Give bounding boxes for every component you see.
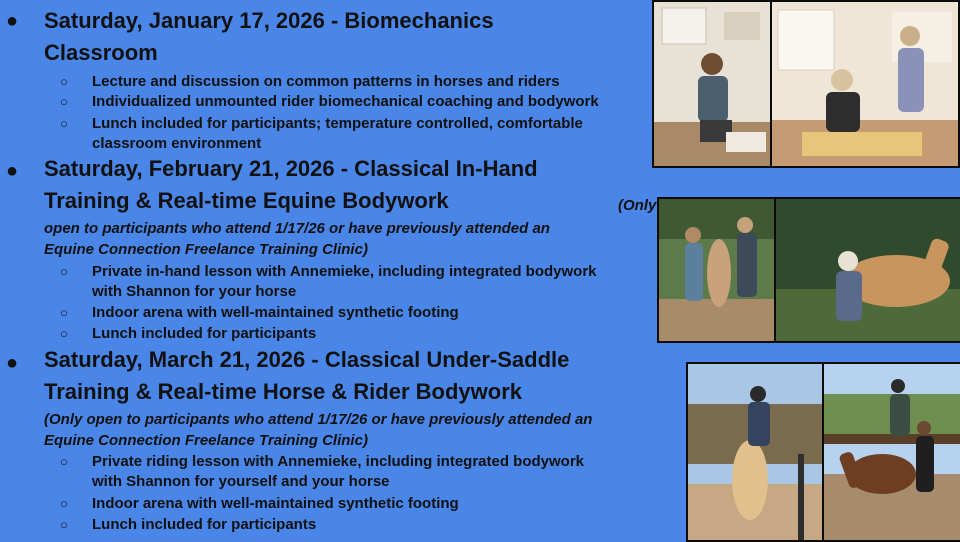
riding-photo-1	[686, 362, 824, 542]
eligibility-note-cont: Equine Connection Freelance Training Clinic)	[44, 241, 368, 258]
circle-bullet-icon: ○	[60, 496, 68, 511]
circle-bullet-icon: ○	[60, 326, 68, 341]
in-hand-photo-2	[774, 197, 960, 343]
in-hand-photo-1	[657, 197, 776, 343]
eligibility-note: (Only open to participants who attend 1/17/26 or have previously attended an	[44, 411, 593, 428]
circle-bullet-icon: ○	[60, 305, 68, 320]
circle-bullet-icon: ○	[60, 264, 68, 279]
bullet-icon: ●	[6, 10, 19, 32]
bullet-icon: ●	[6, 352, 19, 374]
circle-bullet-icon: ○	[60, 454, 68, 469]
circle-bullet-icon: ○	[60, 517, 68, 532]
eligibility-note-start: (Only	[618, 197, 657, 214]
section-heading: Saturday, March 21, 2026 - Classical Under-Saddle	[44, 347, 570, 372]
section-heading-cont: Classroom	[44, 40, 158, 65]
section-heading: Saturday, January 17, 2026 - Biomechanics	[44, 8, 494, 33]
section-heading-cont: Training & Real-time Equine Bodywork	[44, 188, 449, 213]
section-heading-cont: Training & Real-time Horse & Rider Bodywork	[44, 379, 522, 404]
classroom-photo-1	[652, 0, 772, 168]
classroom-photo-2	[770, 0, 960, 168]
circle-bullet-icon: ○	[60, 74, 68, 89]
section-heading: Saturday, February 21, 2026 - Classical In-Hand	[44, 156, 538, 181]
eligibility-note-cont: Equine Connection Freelance Training Clinic)	[44, 432, 368, 449]
eligibility-note: open to participants who attend 1/17/26 or have previously attended an	[44, 220, 550, 237]
circle-bullet-icon: ○	[60, 94, 68, 109]
riding-photo-2	[822, 362, 960, 542]
circle-bullet-icon: ○	[60, 116, 68, 131]
bullet-icon: ●	[6, 160, 19, 182]
